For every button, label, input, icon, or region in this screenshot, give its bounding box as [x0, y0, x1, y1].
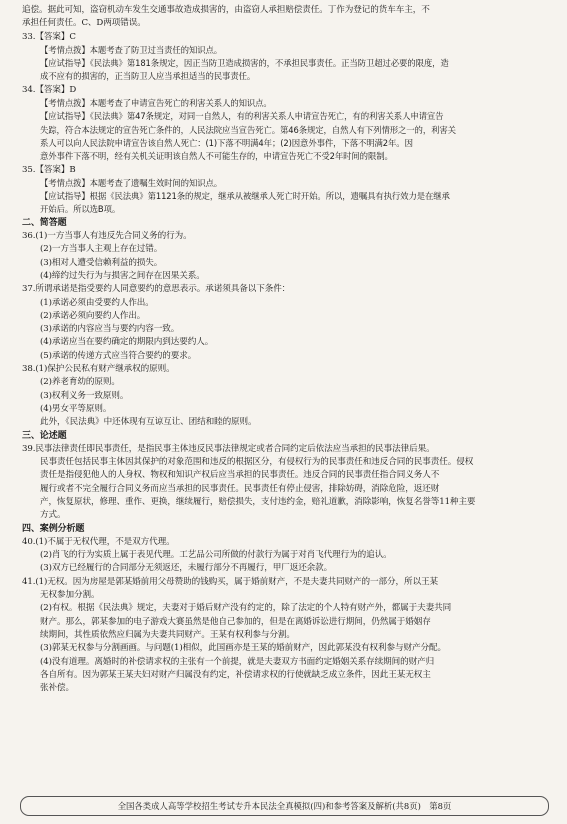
text-line: 【应试指导】《民法典》第47条规定，对同一自然人，有的利害关系人申请宣告死亡，有的利害关系人申请宣告 [40, 111, 444, 122]
text-line: 系人可以向人民法院申请宣告该自然人死亡：(1)下落不明满4年；(2)因意外事件，下落不明满2年。因 [40, 137, 413, 148]
text-line: (2)承诺必须向要约人作出。 [40, 310, 146, 321]
text-line: 35.【答案】B [22, 164, 76, 175]
text-line: 失踪，符合本法规定的宣告死亡条件的，人民法院应当宣告死亡。第46条规定，自然人有下列情形之一的，利害关 [40, 124, 456, 135]
text-line: 33.【答案】C [22, 31, 76, 42]
text-line: (4)缔约过失行为与损害之间存在因果关系。 [40, 270, 205, 281]
text-line: 承担任何责任。C、D两项错误。 [22, 18, 146, 29]
text-line: (4)男女平等原则。 [40, 403, 112, 414]
text-line: (4)承诺应当在要约确定的期限内到达要约人。 [40, 337, 214, 348]
section-heading: 三、论述题 [22, 430, 67, 441]
text-line: 【考情点拨】本题考查了遗嘱生效时间的知识点。 [40, 177, 223, 188]
text-line: 【考情点拨】本题考查了防卫过当责任的知识点。 [40, 44, 223, 55]
text-line: 此外，《民法典》中还体现有互谅互让、团结和睦的原则。 [40, 417, 257, 428]
text-line: 【应试指导】根据《民法典》第1121条的规定，继承从被继承人死亡时开始。所以，遗嘱具有执行效力是在继承 [40, 191, 450, 202]
text-line: 各自所有。因为郭某王某夫妇对财产归属没有约定，补偿请求权的行使就缺乏成立条件，因此王某无权主 [40, 669, 431, 680]
section-heading: 四、案例分析题 [22, 523, 85, 534]
text-line: 张补偿。 [40, 683, 74, 694]
text-line: 民事责任包括民事主体因其保护的对象范围和违反的根据区分，有侵权行为的民事责任和违反合同的民事责任。侵权 [40, 457, 474, 468]
document-body [22, 4, 547, 786]
text-line: (5)承诺的传递方式应当符合要约的要求。 [40, 350, 197, 361]
text-line: (2)有权。根据《民法典》规定，夫妻对于婚后财产没有约定的，除了法定的个人特有财产外，都属于夫妻共同 [40, 603, 452, 614]
text-line: 36.(1)一方当事人有违反先合同义务的行为。 [22, 231, 192, 242]
text-line: 责任是指侵犯他人的人身权、物权和知识产权后应当承担的民事责任。违反合同的民事责任指合同义务人不 [40, 470, 440, 481]
text-line: (1)承诺必须由受要约人作出。 [40, 297, 154, 308]
text-line: 38.(1)保护公民私有财产继承权的原则。 [22, 364, 175, 375]
text-line: (4)没有道理。离婚时的补偿请求权的主张有一个前提，就是夫妻双方书面约定婚姻关系存续期间的财产归 [40, 656, 435, 667]
text-line: (2)肖飞的行为实质上属于表见代理。工艺品公司所做的付款行为属于对肖飞代理行为的追认。 [40, 550, 392, 561]
text-line: 方式。 [40, 510, 66, 521]
text-line: (3)承诺的内容应当与要约内容一致。 [40, 324, 180, 335]
text-line: 37.所谓承诺是指受要约人同意要约的意思表示。承诺须具备以下条件： [22, 284, 291, 295]
text-line: 开始后。所以选B项。 [40, 204, 121, 215]
footer-text: 全国各类成人高等学校招生考试专升本民法全真模拟(四)和参考答案及解析(共8页) 第8页 [117, 801, 452, 811]
text-line: 产，恢复原状，修理、重作、更换，继续履行，赔偿损失，支付违约金，赔礼道歉，消除影响，恢复名誉等11种主要 [40, 496, 476, 507]
page-footer [20, 796, 549, 816]
text-line: (2)一方当事人主观上存在过错。 [40, 244, 163, 255]
text-line: (3)郭某无权参与分割画画。与问题(1)相似，此国画亦是王某的婚前财产，因此郭某没有权利参与财产分配。 [40, 643, 446, 654]
text-line: 财产。那么，郭某参加的电子游戏大赛虽然是他自己参加的，但是在离婚诉讼进行期间，仍然属于婚姻存 [40, 616, 431, 627]
text-line: 39.民事法律责任即民事责任，是指民事主体违反民事法律规定或者合同约定后依法应当承担的民事法律后果。 [22, 443, 435, 454]
text-line: 【考情点拨】本题考查了申请宣告死亡的利害关系人的知识点。 [40, 98, 272, 109]
text-line: (2)养老育幼的原则。 [40, 377, 120, 388]
text-line: 意外事件下落不明，经有关机关证明该自然人不可能生存的，申请宣告死亡不受2年时间的限制。 [40, 151, 393, 162]
text-line: 续期间，其性质依然应归属为夫妻共同财产。王某有权利参与分割。 [40, 629, 295, 640]
section-heading: 二、简答题 [22, 217, 67, 228]
text-line: 34.【答案】D [22, 84, 77, 95]
text-line: (3)相对人遭受信赖利益的损失。 [40, 257, 163, 268]
text-line: 履行或者不完全履行合同义务而应当承担的民事责任。民事责任有停止侵害，排除妨碍，消除危险，返还财 [40, 483, 440, 494]
text-line: 40.(1)不属于无权代理，不是双方代理。 [22, 536, 175, 547]
text-line: 成不应有的损害的，正当防卫人应当承担适当的民事责任。 [40, 71, 256, 82]
text-line: (3)双方已经履行的合同部分无须返还，未履行部分不再履行，甲厂返还余款。 [40, 563, 333, 574]
text-line: 无权参加分割。 [40, 590, 100, 601]
text-line: 追偿。据此可知，盗窃机动车发生交通事故造成损害的，由盗窃人承担赔偿责任。丁作为登记的货车车主，不 [22, 5, 430, 15]
text-line: (3)权利义务一致原则。 [40, 390, 129, 401]
text-line: 【应试指导】《民法典》第181条规定，因正当防卫造成损害的，不承担民事责任。正当防卫超过必要的限度，造 [40, 58, 449, 69]
text-line: 41.(1)无权。因为房屋是郭某婚前用父母赞助的钱购买，属于婚前财产，不是夫妻共同财产的一部分，所以王某 [22, 576, 438, 587]
